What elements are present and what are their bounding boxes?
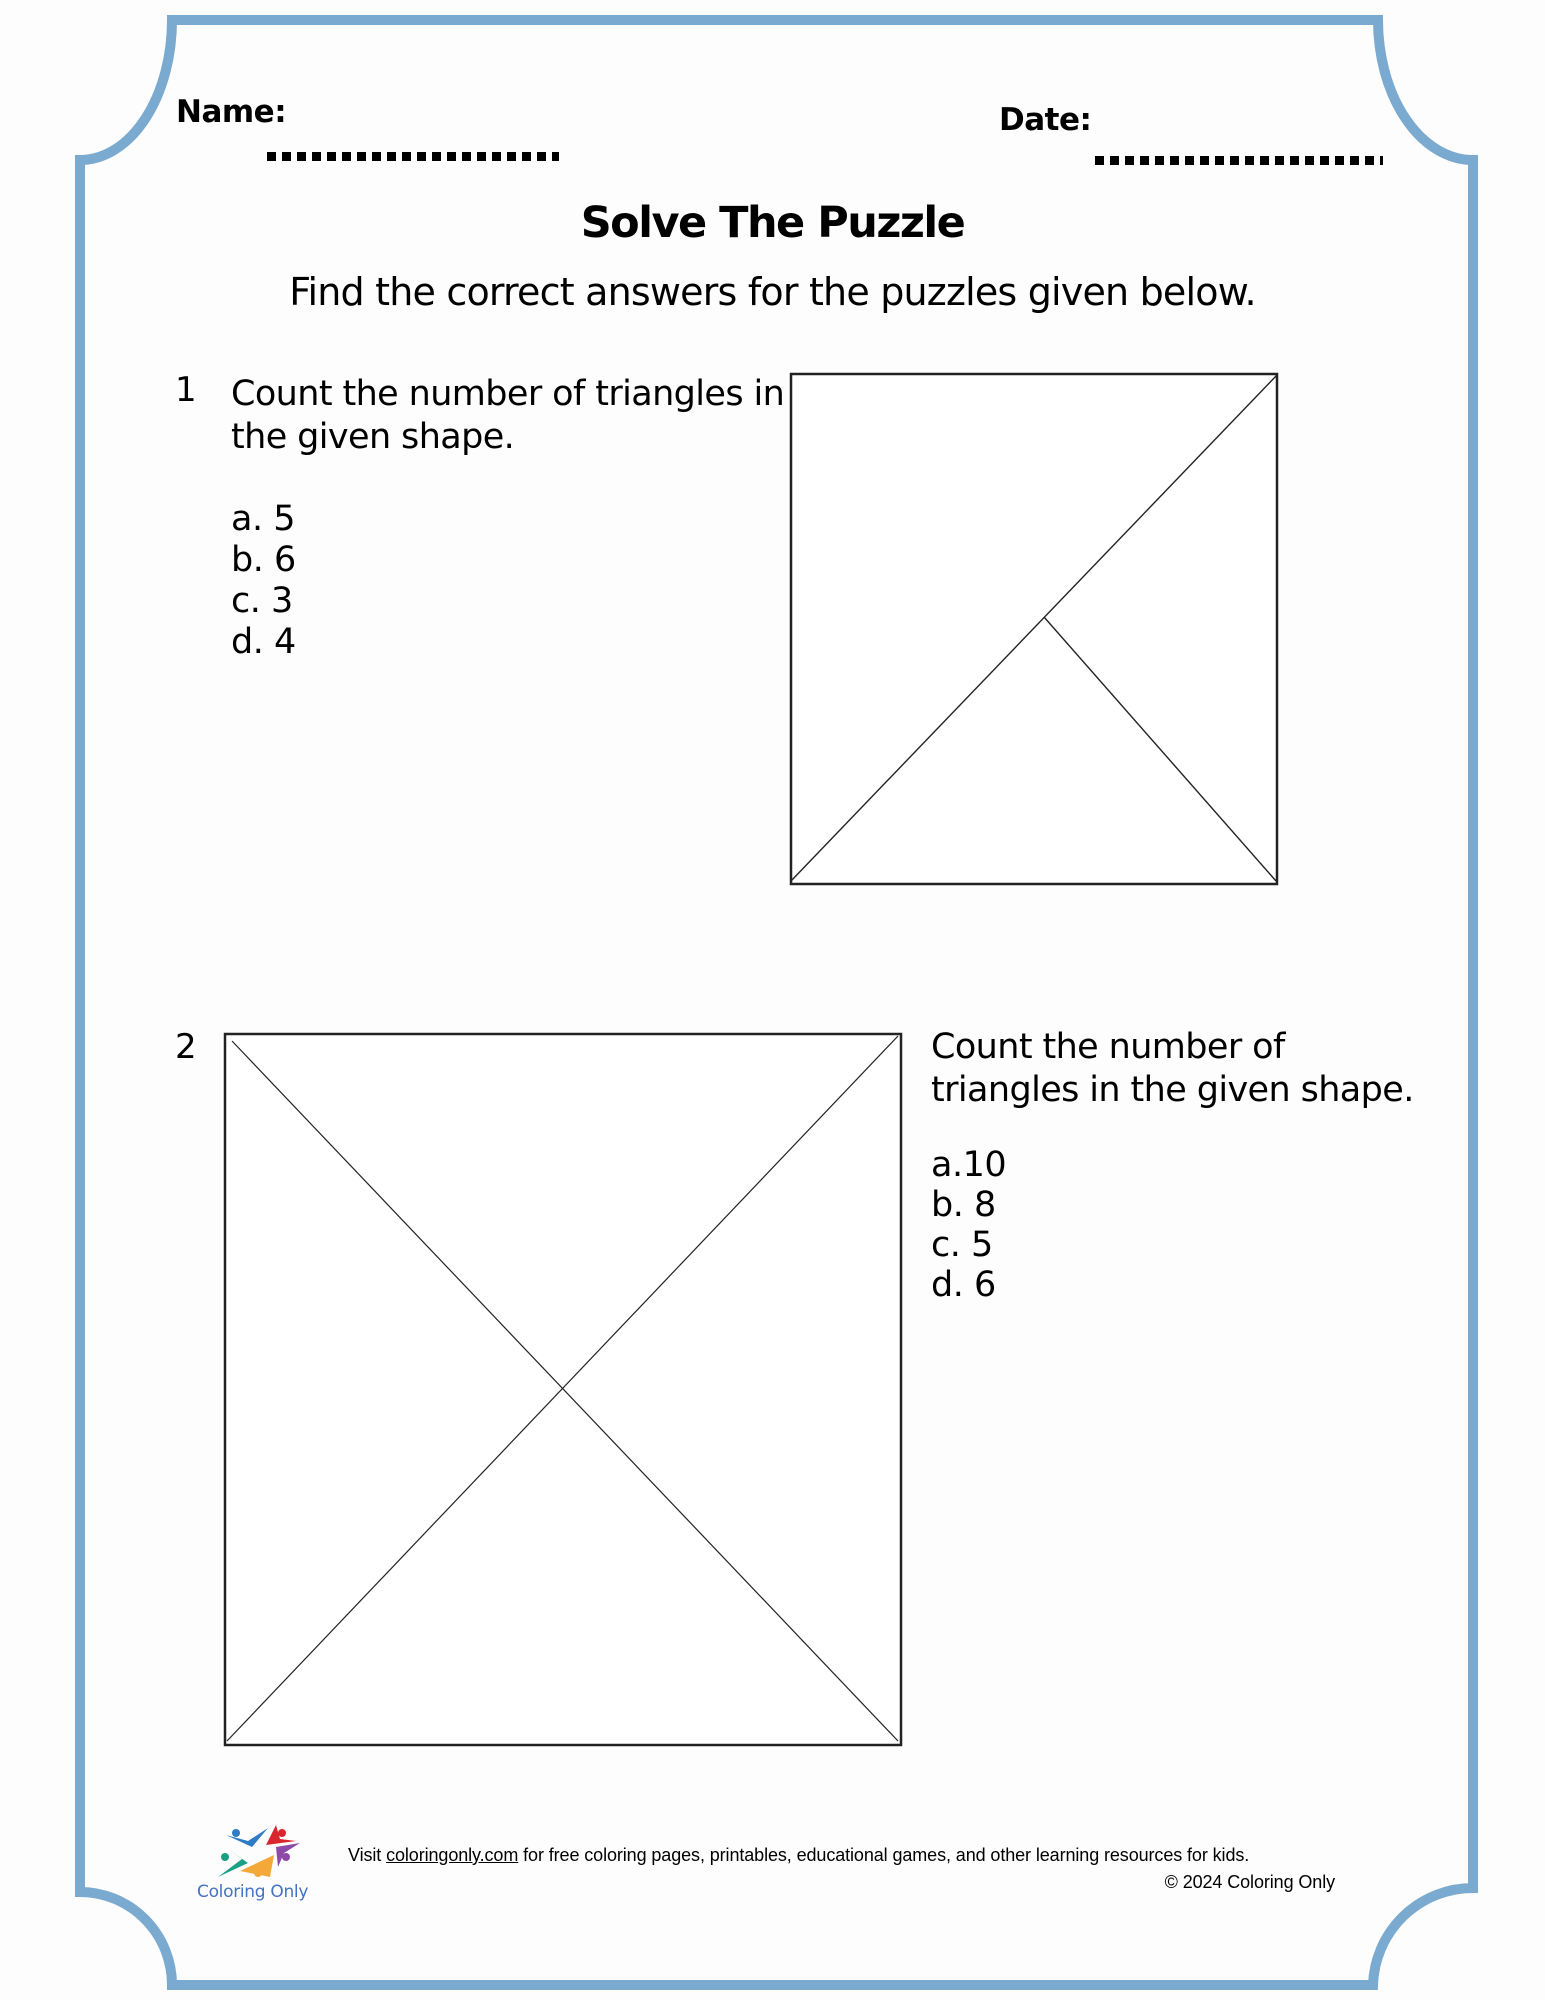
question-2-options <box>931 1145 1006 1305</box>
name-label: Name: <box>176 94 287 130</box>
question-2-text <box>931 1026 1414 1112</box>
page-subtitle: Find the correct answers for the puzzles given below. <box>289 270 1256 314</box>
question-2-number: 2 <box>175 1027 197 1067</box>
option-b[interactable]: b. 8 <box>931 1185 996 1225</box>
question-1-number: 1 <box>175 370 197 410</box>
question-2-figure <box>224 1033 902 1746</box>
name-field-line[interactable] <box>267 152 559 161</box>
footer-visit-suffix: for free coloring pages, printables, educational games, and other learning resources for kids. <box>518 1845 1250 1865</box>
footer-copyright: © 2024 Coloring Only <box>1164 1872 1335 1892</box>
question-1-figure <box>790 373 1278 885</box>
footer-visit-prefix: Visit <box>348 1845 387 1865</box>
date-label: Date: <box>999 102 1092 138</box>
page-title: Solve The Puzzle <box>580 198 965 248</box>
question-1-text-line: the given shape. <box>231 417 515 457</box>
footer-visit-text <box>348 1845 1249 1866</box>
option-c[interactable]: c. 5 <box>931 1225 993 1265</box>
option-b[interactable]: b. 6 <box>231 540 296 580</box>
option-a[interactable]: a.10 <box>931 1145 1007 1185</box>
question-1-options <box>231 499 296 663</box>
people-star-logo-icon <box>218 1823 300 1883</box>
coloringonly-link[interactable]: coloringonly.com <box>386 1845 519 1865</box>
logo-text: Coloring Only <box>197 1882 309 1902</box>
option-a[interactable]: a. 5 <box>231 499 295 539</box>
option-c[interactable]: c. 3 <box>231 581 293 621</box>
question-1-text-line: Count the number of triangles in <box>231 374 785 414</box>
option-d[interactable]: d. 4 <box>231 622 296 662</box>
question-2-text-line: triangles in the given shape. <box>931 1070 1414 1110</box>
question-2-text-line: Count the number of <box>931 1027 1285 1067</box>
option-d[interactable]: d. 6 <box>931 1265 996 1305</box>
question-1-text <box>231 373 784 459</box>
date-field-line[interactable] <box>1095 156 1383 165</box>
